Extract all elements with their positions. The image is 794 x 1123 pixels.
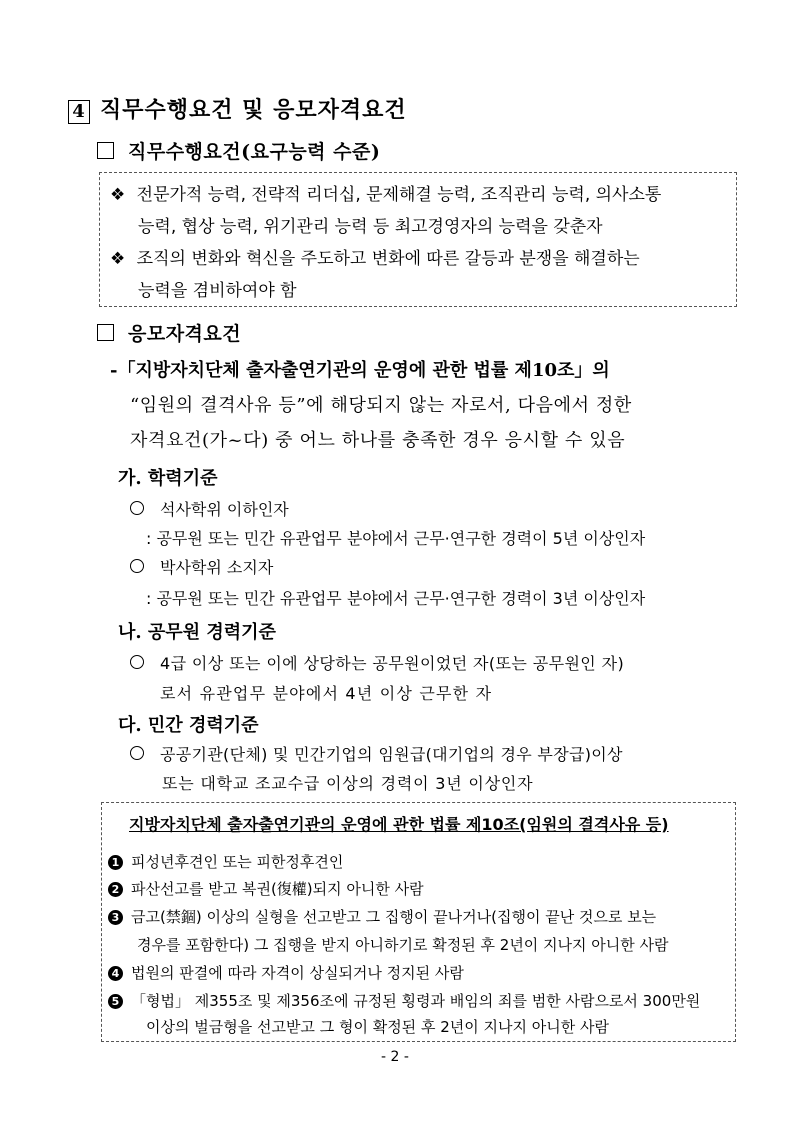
- checkbox-icon: [97, 324, 114, 341]
- section-number: 4: [68, 100, 90, 124]
- number-5-icon: 5: [108, 994, 123, 1009]
- job-requirements-heading-text: 직무수행요건(요구능력 수준): [128, 141, 381, 163]
- section-title: [68, 93, 407, 124]
- job-req-item-1-line1: ❖ 전문가적 능력, 전략적 리더십, 문제해결 능력, 조직관리 능력, 의사소통: [110, 185, 662, 205]
- private-career-item: 공공기관(단체) 및 민간기업의 임원급(대기업의 경우 부장급)이상: [130, 742, 623, 765]
- education-item-2: 박사학위 소지자: [130, 555, 273, 578]
- circle-bullet-icon: [130, 501, 144, 515]
- group-private-career-title: 다. 민간 경력기준: [118, 715, 259, 736]
- number-1-icon: 1: [108, 855, 123, 870]
- law-item-3: 3 금고(禁錮) 이상의 실형을 선고받고 그 집행이 끝나거나(집행이 끝난 것으로 보는: [108, 906, 656, 927]
- law-item-5: 5 「형법」 제355조 및 제356조에 규정된 횡령과 배임의 죄를 범한 사람으로서 300만원: [108, 990, 700, 1011]
- qualification-heading: [97, 319, 241, 346]
- page-number: - 2 -: [381, 1049, 409, 1065]
- private-career-item-detail: 또는 대학교 조교수급 이상의 경력이 3년 이상인자: [162, 774, 534, 793]
- law-item-5-line2: 이상의 벌금형을 선고받고 그 형이 확정된 후 2년이 지나지 아니한 사람: [146, 1018, 609, 1036]
- circle-bullet-icon: [130, 746, 144, 760]
- number-4-icon: 4: [108, 966, 123, 981]
- law-item-2: 2 파산선고를 받고 복권(復權)되지 아니한 사람: [108, 878, 424, 899]
- qualification-heading-text: 응모자격요건: [128, 323, 242, 345]
- group-public-career-title: 나. 공무원 경력기준: [118, 622, 276, 643]
- education-item-1: 석사학위 이하인자: [130, 497, 289, 520]
- job-requirements-heading: [97, 137, 380, 164]
- public-career-item-detail: 로서 유관업무 분야에서 4년 이상 근무한 자: [160, 684, 493, 703]
- checkbox-icon: [97, 142, 114, 159]
- number-2-icon: 2: [108, 882, 123, 897]
- qualification-intro-line2: “임원의 결격사유 등”에 해당되지 않는 자로서, 다음에서 정한: [130, 395, 632, 416]
- qualification-intro-line3: 자격요건(가~다) 중 어느 하나를 충족한 경우 응시할 수 있음: [130, 430, 626, 451]
- public-career-item: 4급 이상 또는 이에 상당하는 공무원이었던 자(또는 공무원인 자): [130, 651, 624, 674]
- group-education-title: 가. 학력기준: [118, 468, 218, 489]
- education-item-1-detail: : 공무원 또는 민간 유관업무 분야에서 근무·연구한 경력이 5년 이상인자: [146, 529, 646, 548]
- circle-bullet-icon: [130, 559, 144, 573]
- diamond-bullet-icon: ❖: [110, 249, 126, 269]
- law-item-1: 1 피성년후견인 또는 피한정후견인: [108, 851, 343, 872]
- law-box-title: 지방자치단체 출자출연기관의 운영에 관한 법률 제10조(임원의 결격사유 등): [129, 815, 669, 834]
- law-item-4: 4 법원의 판결에 따라 자격이 상실되거나 정지된 사람: [108, 962, 464, 983]
- education-item-2-detail: : 공무원 또는 민간 유관업무 분야에서 근무·연구한 경력이 3년 이상인자: [146, 589, 646, 608]
- job-req-item-2-line1: ❖ 조직의 변화와 혁신을 주도하고 변화에 따른 갈등과 분쟁을 해결하는: [110, 249, 640, 269]
- job-req-item-1-line2: 능력, 협상 능력, 위기관리 능력 등 최고경영자의 능력을 갖춘자: [138, 217, 603, 237]
- law-item-3-line2: 경우를 포함한다) 그 집행을 받지 아니하기로 확정된 후 2년이 지나지 아니한 사람: [137, 936, 669, 954]
- number-3-icon: 3: [108, 910, 123, 925]
- job-req-item-2-line2: 능력을 겸비하여야 함: [138, 281, 297, 301]
- diamond-bullet-icon: ❖: [110, 185, 126, 205]
- qualification-intro-line1: -「지방자치단체 출자출연기관의 운영에 관한 법률 제10조」의: [110, 360, 610, 381]
- circle-bullet-icon: [130, 655, 144, 669]
- section-title-text: 직무수행요건 및 응모자격요건: [100, 97, 407, 123]
